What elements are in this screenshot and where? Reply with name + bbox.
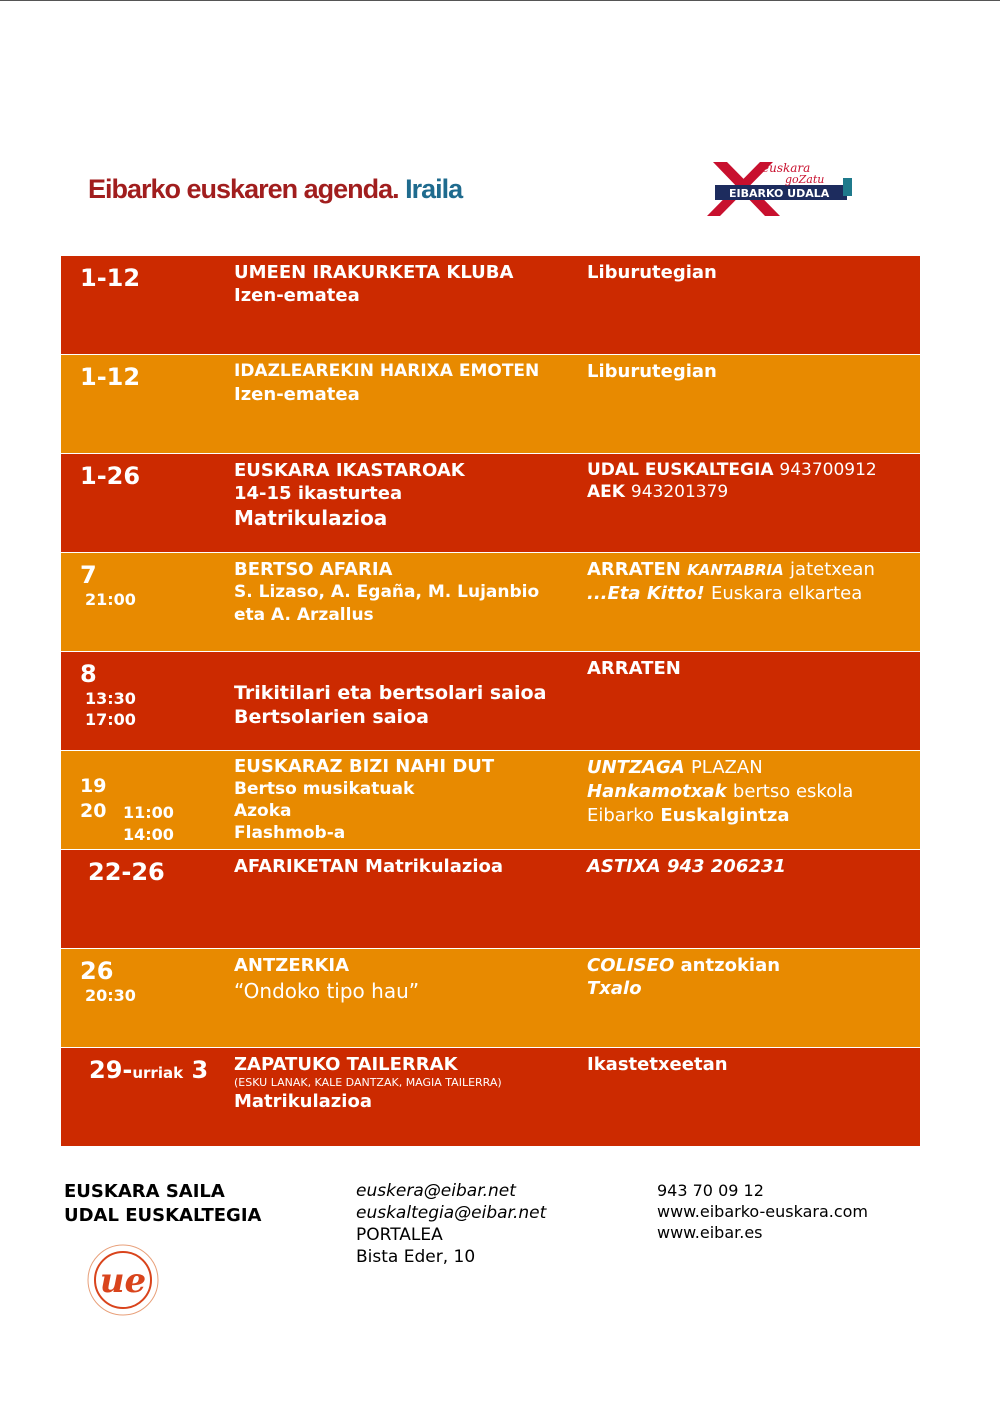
logo-letters: ue bbox=[99, 1261, 147, 1301]
place-name: ARRATEN bbox=[587, 559, 681, 580]
web-link[interactable]: www.eibarko-euskara.com bbox=[657, 1202, 869, 1221]
event-time: 21:00 bbox=[85, 590, 136, 609]
logo-name: EIBARKO UDALA bbox=[729, 187, 830, 200]
event-time: 14:00 bbox=[123, 825, 174, 844]
place-name: UDAL EUSKALTEGIA bbox=[587, 460, 774, 480]
event-subtitle-2: eta A. Arzallus bbox=[234, 605, 374, 625]
event-note: (ESKU LANAK, KALE DANTZAK, MAGIA TAILERRA) bbox=[234, 1076, 502, 1089]
event-place bbox=[587, 459, 877, 503]
event-row bbox=[61, 454, 920, 552]
event-title: UMEEN IRAKURKETA KLUBA bbox=[234, 262, 514, 283]
event-place bbox=[587, 756, 853, 828]
place-rest: bertso eskola bbox=[732, 781, 854, 802]
event-description bbox=[234, 681, 546, 729]
event-subtitle: Izen-ematea bbox=[234, 285, 360, 306]
event-date: 26 bbox=[80, 957, 114, 985]
event-date bbox=[89, 1056, 208, 1084]
event-row bbox=[61, 553, 920, 651]
footer-web bbox=[657, 1180, 868, 1243]
event-place bbox=[587, 558, 875, 605]
event-row bbox=[61, 850, 920, 948]
event-subtitle: Matrikulazioa bbox=[234, 1091, 372, 1112]
event-line: Trikitilari eta bertsolari saioa bbox=[234, 682, 547, 704]
event-row bbox=[61, 949, 920, 1047]
udal-euskaltegia-logo bbox=[85, 1242, 161, 1318]
event-description bbox=[234, 1053, 502, 1113]
event-description bbox=[234, 261, 513, 307]
place-org: Txalo bbox=[587, 978, 642, 999]
footer-org bbox=[64, 1180, 261, 1228]
event-date: 7 bbox=[80, 561, 97, 589]
event-description bbox=[234, 558, 539, 627]
address-line: Bista Eder, 10 bbox=[356, 1247, 476, 1267]
place-phone: 943201379 bbox=[630, 482, 729, 502]
event-date: 1-12 bbox=[80, 363, 141, 391]
footer-contact bbox=[356, 1180, 546, 1268]
event-place: Ikastetxeetan bbox=[587, 1054, 728, 1075]
event-description: AFARIKETAN Matrikulazioa bbox=[234, 856, 504, 877]
event-title: EUSKARA IKASTAROAK bbox=[234, 460, 465, 481]
event-place: ARRATEN bbox=[587, 658, 681, 679]
event-title: ZAPATUKO TAILERRAK bbox=[234, 1054, 458, 1075]
event-place bbox=[587, 954, 780, 1000]
event-item: Bertso musikatuak bbox=[234, 779, 415, 799]
page-title bbox=[88, 174, 462, 205]
date-end: 3 bbox=[191, 1056, 209, 1084]
place-org: ...Eta Kitto! bbox=[587, 583, 705, 604]
logo-line2: goZatu bbox=[785, 173, 825, 186]
place-venue: KANTABRIA bbox=[687, 561, 784, 579]
event-title: ANTZERKIA bbox=[234, 955, 350, 976]
event-subtitle: Izen-ematea bbox=[234, 384, 360, 405]
email-link[interactable]: euskaltegia@eibar.net bbox=[356, 1203, 547, 1223]
event-date: 1-26 bbox=[80, 462, 141, 490]
title-main: Eibarko euskaren agenda. bbox=[88, 174, 399, 204]
event-item: Flashmob-a bbox=[234, 823, 346, 843]
logo-accent bbox=[843, 178, 852, 196]
place-rest: PLAZAN bbox=[690, 757, 763, 778]
place-org: Hankamotxak bbox=[587, 781, 727, 802]
place-name: AEK bbox=[587, 482, 625, 502]
event-row bbox=[61, 751, 920, 849]
event-time: 17:00 bbox=[85, 710, 136, 729]
place-name: COLISEO bbox=[587, 955, 675, 976]
event-subtitle: S. Lizaso, A. Egaña, M. Lujanbio bbox=[234, 582, 540, 602]
event-subtitle-2: Matrikulazioa bbox=[234, 506, 388, 530]
event-date: 8 bbox=[80, 660, 97, 688]
place-rest: antzokian bbox=[680, 955, 781, 976]
event-time: 20:30 bbox=[85, 986, 136, 1005]
event-row bbox=[61, 355, 920, 453]
org-name: EUSKARA SAILA bbox=[64, 1181, 225, 1202]
address-line: PORTALEA bbox=[356, 1225, 443, 1245]
event-time: 13:30 bbox=[85, 689, 136, 708]
place-rest: Eibarko bbox=[587, 805, 655, 826]
date-month: urriak bbox=[132, 1064, 184, 1082]
logo-line1: euskara bbox=[762, 161, 811, 175]
top-border-line bbox=[0, 0, 1000, 1]
event-title: BERTSO AFARIA bbox=[234, 559, 393, 580]
email-link[interactable]: euskera@eibar.net bbox=[356, 1181, 516, 1201]
event-row bbox=[61, 1048, 920, 1146]
event-subtitle: “Ondoko tipo hau” bbox=[234, 979, 420, 1003]
date-start: 29- bbox=[89, 1056, 133, 1084]
event-place: ASTIXA 943 206231 bbox=[587, 856, 786, 877]
title-month: Iraila bbox=[405, 174, 463, 204]
event-date: 20 bbox=[80, 800, 107, 822]
place-rest: jatetxean bbox=[790, 559, 875, 580]
place-org: Euskalgintza bbox=[660, 805, 790, 826]
event-subtitle: 14-15 ikasturtea bbox=[234, 483, 403, 504]
event-title: IDAZLEAREKIN HARIXA EMOTEN bbox=[234, 361, 540, 381]
event-place: Liburutegian bbox=[587, 262, 717, 283]
event-item: Azoka bbox=[234, 801, 292, 821]
event-date: 22-26 bbox=[88, 858, 165, 886]
event-time: 11:00 bbox=[123, 803, 174, 822]
event-line: Bertsolarien saioa bbox=[234, 706, 429, 728]
org-name: UDAL EUSKALTEGIA bbox=[64, 1205, 262, 1226]
event-place: Liburutegian bbox=[587, 361, 717, 382]
event-description bbox=[234, 360, 539, 406]
eibarko-udala-logo bbox=[705, 158, 855, 220]
phone-number: 943 70 09 12 bbox=[657, 1181, 764, 1200]
event-description bbox=[234, 459, 465, 532]
place-phone: 943700912 bbox=[779, 460, 877, 480]
place-name: UNTZAGA bbox=[587, 757, 685, 778]
event-description bbox=[234, 954, 419, 1005]
web-link[interactable]: www.eibar.es bbox=[657, 1223, 763, 1242]
event-date: 19 bbox=[80, 775, 107, 797]
event-title: EUSKARAZ BIZI NAHI DUT bbox=[234, 756, 495, 777]
event-row bbox=[61, 652, 920, 750]
event-date: 1-12 bbox=[80, 264, 141, 292]
place-rest: Euskara elkartea bbox=[711, 583, 863, 604]
event-description bbox=[234, 756, 494, 844]
event-row bbox=[61, 256, 920, 354]
